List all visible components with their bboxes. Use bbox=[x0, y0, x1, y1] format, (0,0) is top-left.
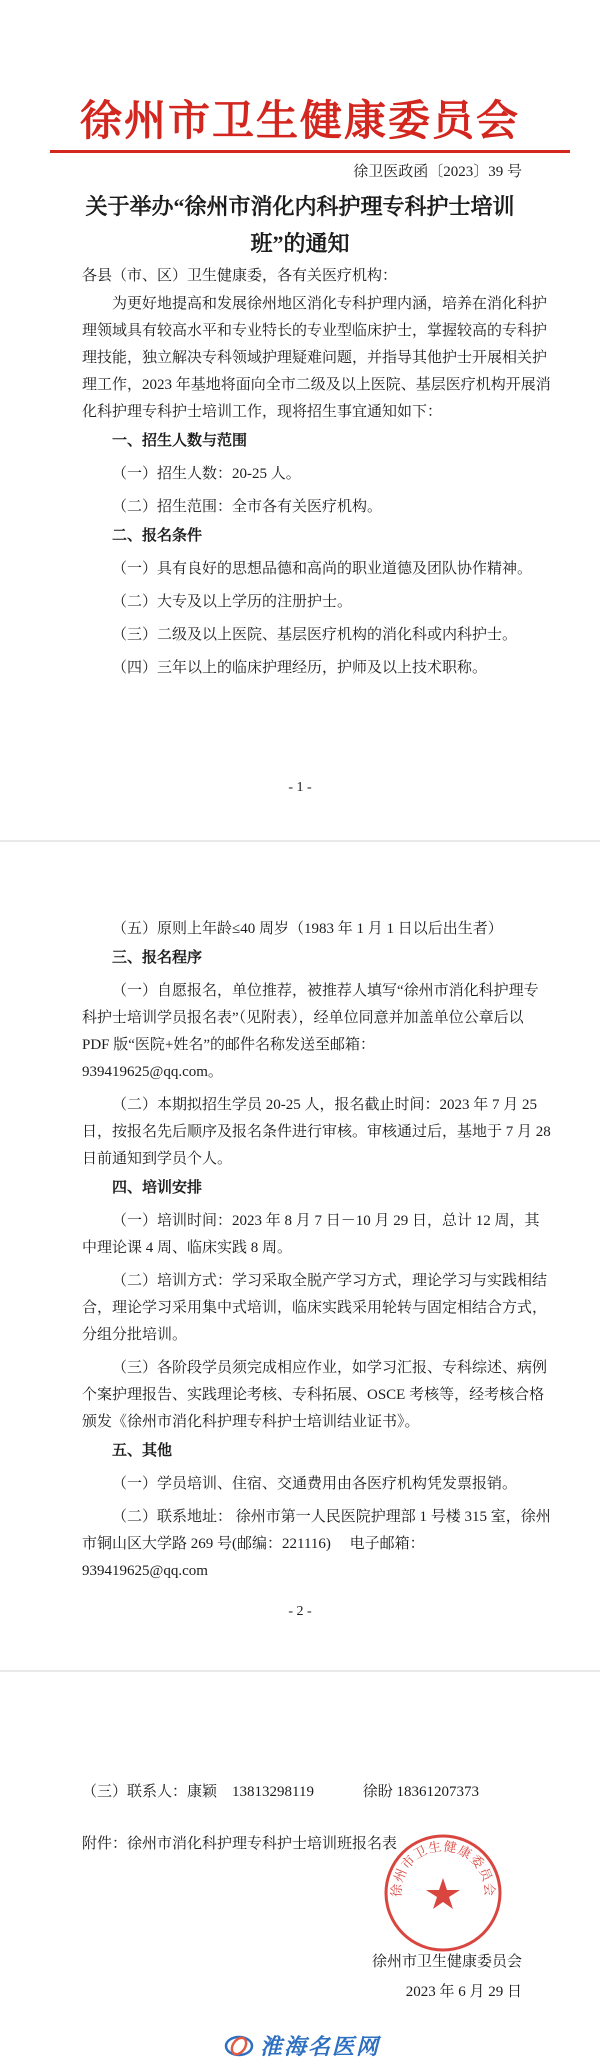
document-page-2 bbox=[0, 842, 600, 1670]
section-heading: 五、其他 bbox=[112, 1443, 173, 1459]
watermark bbox=[224, 2030, 380, 2061]
page-2-body bbox=[82, 916, 552, 1585]
contact-line: （三）联系人：康颖 13813298119 徐盼 18361207373 bbox=[82, 1784, 479, 1800]
list-item: （二）本期拟招生学员 20-25 人，报名截止时间：2023 年 7 月 25 日，按报名先后顺序及报名条件进行审核。审核通过后，基地于 7 月 28 日前通知到学员个人。 bbox=[82, 1097, 551, 1167]
list-item: （一）招生人数：20-25 人。 bbox=[112, 466, 301, 482]
red-divider-line bbox=[50, 150, 570, 153]
list-item: （二）招生范围：全市各有关医疗机构。 bbox=[112, 499, 383, 515]
signing-organization: 徐州市卫生健康委员会 bbox=[371, 1954, 522, 1970]
section-heading: 二、报名条件 bbox=[112, 528, 203, 544]
watermark-logo-icon bbox=[224, 2034, 254, 2058]
list-item: （二）大专及以上学历的注册护士。 bbox=[112, 594, 353, 610]
section-heading: 四、培训安排 bbox=[112, 1180, 203, 1196]
section-heading: 三、报名程序 bbox=[112, 950, 203, 966]
document-page-1 bbox=[0, 0, 600, 840]
document-number: 徐卫医政函〔2023〕39 号 bbox=[353, 164, 522, 180]
seal-text: 徐州市卫生健康委员会 bbox=[389, 1839, 497, 1898]
email-text: 939419625@qq.com。 bbox=[82, 1064, 223, 1080]
list-item: （四）三年以上的临床护理经历，护师及以上技术职称。 bbox=[112, 660, 488, 676]
title-line-1: 关于举办“徐州市消化内科护理专科护士培训 bbox=[85, 194, 515, 219]
page-number: - 2 - bbox=[288, 1604, 312, 1619]
list-item: （二）联系地址： 徐州市第一人民医院护理部 1 号楼 315 室，徐州市铜山区大学路 269 号(邮编：221116) 电子邮箱： bbox=[82, 1509, 551, 1552]
document-title bbox=[60, 188, 540, 262]
document-page-3 bbox=[0, 1672, 600, 2065]
addressee: 各县（市、区）卫生健康委，各有关医疗机构： bbox=[82, 268, 398, 284]
signing-date: 2023 年 6 月 29 日 bbox=[405, 1984, 522, 2000]
list-item: （一）学员培训、住宿、交通费用由各医疗机构凭发票报销。 bbox=[112, 1476, 518, 1492]
watermark-text: 淮海名医网 bbox=[260, 2035, 381, 2060]
list-item: （一）具有良好的思想品德和高尚的职业道德及团队协作精神。 bbox=[112, 561, 533, 577]
list-item: （五）原则上年龄≤40 周岁（1983 年 1 月 1 日以后出生者） bbox=[112, 921, 503, 937]
attachment-line: 附件：徐州市消化科护理专科护士培训班报名表 bbox=[82, 1836, 398, 1852]
list-item: （二）培训方式：学习采取全脱产学习方式，理论学习与实践相结合，理论学习采用集中式培训，临床实践采用轮转与固定相结合方式，分组分批培训。 bbox=[82, 1273, 548, 1343]
official-seal-icon bbox=[382, 1832, 504, 1954]
page-number: - 1 - bbox=[288, 780, 312, 795]
list-item: （一）自愿报名，单位推荐，被推荐人填写“徐州市消化科护理专科护士培训学员报名表”（见附表），经单位同意并加盖单位公章后以 PDF 版“医院+姓名”的邮件名称发送至邮箱： bbox=[82, 983, 539, 1053]
list-item: （三）二级及以上医院、基层医疗机构的消化科或内科护士。 bbox=[112, 627, 518, 643]
intro-paragraph: 为更好地提高和发展徐州地区消化专科护理内涵，培养在消化科护理领域具有较高水平和专业特长的专业型临床护士，掌握较高的专科护理技能，独立解决专科领域护理疑难问题，并指导其他护士开展相关护理工作，2023 年基地将面向全市二级及以上医院、基层医疗机构开展消化科护理专科护士培训工作，现将招生事宜通知如下： bbox=[82, 296, 551, 420]
list-item: （一）培训时间：2023 年 8 月 7 日－10 月 29 日，总计 12 周，其中理论课 4 周、临床实践 8 周。 bbox=[82, 1213, 540, 1256]
section-heading: 一、招生人数与范围 bbox=[112, 433, 248, 449]
list-item: （三）各阶段学员须完成相应作业，如学习汇报、专科综述、病例个案护理报告、实践理论考核、专科拓展、OSCE 考核等，经考核合格颁发《徐州市消化科护理专科护士培训结业证书》。 bbox=[82, 1360, 548, 1430]
page-1-body bbox=[82, 291, 552, 682]
red-header: 徐州市卫生健康委员会 bbox=[79, 96, 520, 145]
email-text: 939419625@qq.com bbox=[82, 1563, 208, 1579]
title-line-2: 班”的通知 bbox=[250, 231, 350, 256]
